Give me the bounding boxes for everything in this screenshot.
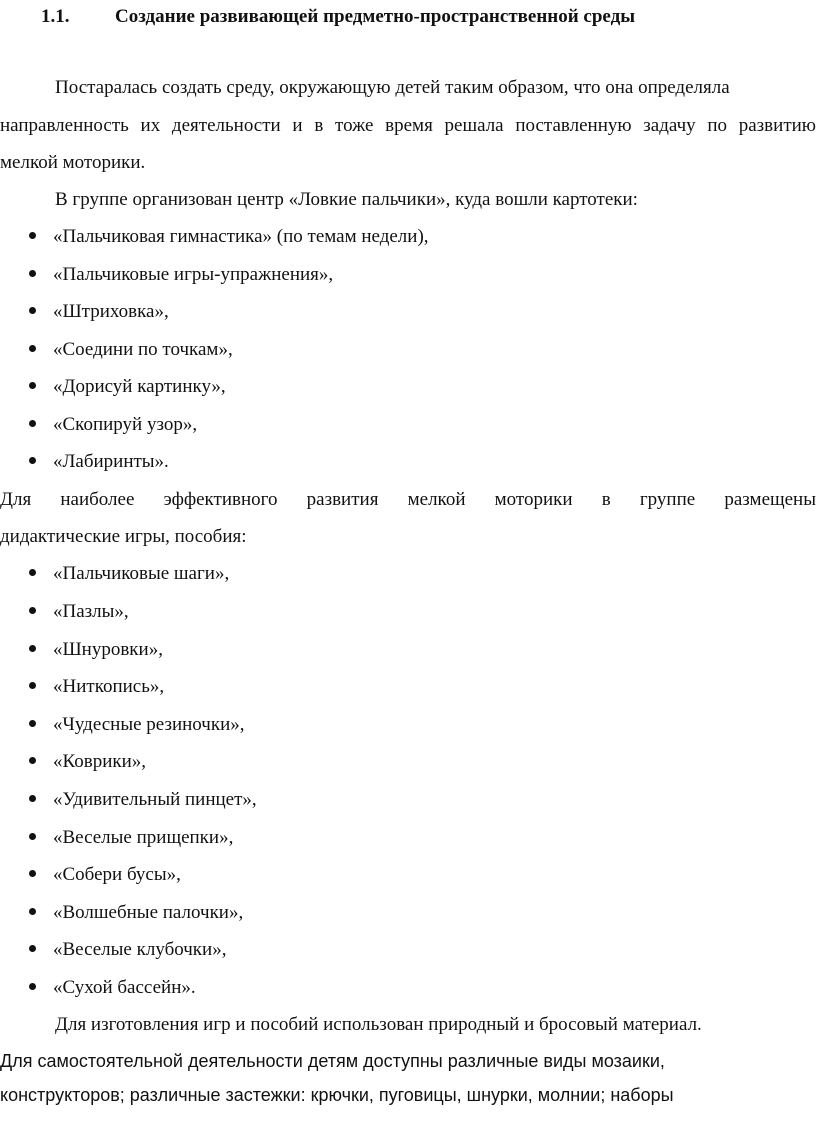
list2-item-text: «Собери бусы»,	[53, 864, 181, 885]
list2-item-text: «Волшебные палочки»,	[53, 902, 244, 923]
list2-item-text: «Веселые прищепки»,	[53, 827, 234, 848]
list1-item-text: «Соедини по точкам»,	[53, 339, 233, 360]
list1-item	[29, 375, 226, 399]
list2-item-text: «Сухой бассейн».	[53, 977, 196, 998]
list2-item-text: «Веселые клубочки»,	[53, 939, 227, 960]
list2-item-text: «Чудесные резиночки»,	[53, 714, 245, 735]
bullet-icon	[29, 270, 36, 277]
list1-item-text: «Пальчиковая гимнастика» (по темам недели),	[53, 226, 429, 247]
list1-item	[29, 300, 169, 324]
list2-item-text: «Пальчиковые шаги»,	[53, 563, 230, 584]
section-number: 1.1.	[41, 6, 70, 27]
bullet-icon	[29, 457, 36, 464]
bullet-icon	[29, 345, 36, 352]
list2-item	[29, 901, 243, 925]
bullet-icon	[29, 420, 36, 427]
list1-item-text: «Лабиринты».	[53, 451, 169, 472]
list2-item	[29, 826, 233, 850]
bullet-icon	[29, 720, 36, 727]
bullet-icon	[29, 795, 36, 802]
paragraph-1-line-2: направленность их деятельности и в тоже время решала поставленную задачу по развитию	[0, 115, 816, 136]
bullet-icon	[29, 757, 36, 764]
bullet-icon	[29, 382, 36, 389]
list1-item	[29, 450, 169, 474]
bullet-icon	[29, 232, 36, 239]
paragraph-3-line-2: дидактические игры, пособия:	[0, 526, 247, 547]
list2-item	[29, 750, 146, 774]
list1-item-text: «Пальчиковые игры-упражнения»,	[53, 264, 334, 285]
bullet-icon	[29, 983, 36, 990]
bullet-icon	[29, 870, 36, 877]
paragraph-3-line-1: Для наиболее эффективного развития мелкой моторики в группе размещены	[0, 489, 816, 510]
bullet-icon	[29, 682, 36, 689]
list1-item	[29, 263, 333, 287]
paragraph-5-line-2: конструкторов; различные застежки: крючки, пуговицы, шнурки, молнии; наборы	[0, 1085, 674, 1105]
paragraph-2: В группе организован центр «Ловкие пальчики», куда вошли картотеки:	[55, 189, 638, 210]
bullet-icon	[29, 833, 36, 840]
list1-item	[29, 338, 233, 362]
bullet-icon	[29, 945, 36, 952]
list2-item-text: «Шнуровки»,	[53, 639, 163, 660]
list2-item-text: «Удивительный пинцет»,	[53, 789, 257, 810]
paragraph-1-line-1: Постаралась создать среду, окружающую детей таким образом, что она определяла	[55, 77, 730, 98]
paragraph-5-line-1: Для самостоятельной деятельности детям доступны различные виды мозаики,	[0, 1051, 665, 1071]
list1-item-text: «Скопируй узор»,	[53, 414, 198, 435]
bullet-icon	[29, 307, 36, 314]
list2-item	[29, 788, 257, 812]
list2-item-text: «Ниткопись»,	[53, 676, 165, 697]
list2-item	[29, 863, 181, 887]
bullet-icon	[29, 908, 36, 915]
bullet-icon	[29, 607, 36, 614]
list2-item	[29, 713, 245, 737]
paragraph-1-line-3: мелкой моторики.	[0, 152, 146, 173]
list1-item-text: «Дорисуй картинку»,	[53, 376, 226, 397]
list2-item	[29, 976, 196, 1000]
list2-item	[29, 638, 163, 662]
list2-item	[29, 562, 229, 586]
list2-item	[29, 675, 164, 699]
paragraph-4: Для изготовления игр и пособий использован природный и бросовый материал.	[55, 1014, 702, 1035]
bullet-icon	[29, 569, 36, 576]
section-title: Создание развивающей предметно-пространственной среды	[115, 6, 636, 27]
list2-item	[29, 600, 129, 624]
section-heading	[41, 6, 635, 28]
list2-item	[29, 938, 226, 962]
list1-item-text: «Штриховка»,	[53, 301, 169, 322]
list1-item	[29, 413, 197, 437]
bullet-icon	[29, 645, 36, 652]
list2-item-text: «Пазлы»,	[53, 601, 129, 622]
list2-item-text: «Коврики»,	[53, 751, 147, 772]
list1-item	[29, 225, 429, 249]
